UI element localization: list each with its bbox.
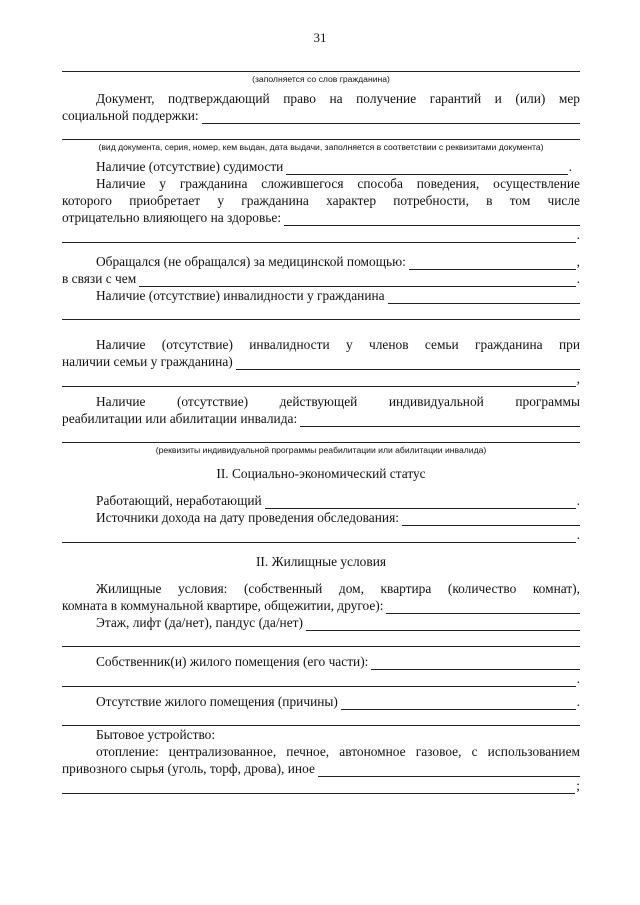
behavior-row-2 bbox=[62, 226, 580, 243]
family-disability-label-2: наличии семьи у гражданина) bbox=[62, 354, 233, 369]
medical-row bbox=[62, 253, 580, 270]
income-dot: . bbox=[576, 527, 580, 542]
income-field-2[interactable] bbox=[62, 529, 576, 543]
heating-label-1: отопление: централизованное, печное, автономное газовое, с использованием bbox=[96, 744, 580, 759]
income-row bbox=[62, 509, 580, 526]
disability-label: Наличие (отсутствие) инвалидности у гражданина bbox=[96, 288, 385, 303]
conviction-label: Наличие (отсутствие) судимости bbox=[96, 159, 284, 174]
document-field-2[interactable] bbox=[62, 124, 580, 140]
floor-field[interactable] bbox=[306, 617, 580, 631]
document-label-2: социальной поддержки: bbox=[62, 108, 199, 123]
floor-row bbox=[62, 614, 580, 631]
income-field[interactable] bbox=[402, 512, 580, 526]
medical-reason-label: в связи с чем bbox=[62, 271, 137, 286]
owner-dot: . bbox=[576, 671, 580, 686]
heating-field-2[interactable] bbox=[62, 780, 575, 794]
ipra-label-2: реабилитации или абилитации инвалида: bbox=[62, 411, 298, 426]
medical-label: Обращался (не обращался) за медицинской помощью: bbox=[96, 254, 406, 269]
medical-reason-field[interactable] bbox=[139, 273, 575, 287]
disability-field-2[interactable] bbox=[62, 304, 580, 320]
heating-row bbox=[62, 760, 580, 777]
behavior-row bbox=[62, 209, 580, 226]
owner-field[interactable] bbox=[371, 656, 580, 670]
medical-comma: , bbox=[576, 254, 580, 269]
household-label: Бытовое устройство: bbox=[96, 727, 216, 742]
owner-row-2 bbox=[62, 670, 580, 687]
ipra-label-1: Наличие (отсутствие) действующей индивидуальной программы bbox=[96, 394, 580, 409]
family-disability-comma: , bbox=[576, 371, 580, 386]
no-housing-row bbox=[62, 693, 580, 710]
medical-field[interactable] bbox=[409, 256, 576, 270]
working-dot: . bbox=[576, 493, 580, 508]
heating-semicolon: ; bbox=[576, 778, 580, 793]
heating-label-2: привозного сырья (уголь, торф, дрова), иное bbox=[62, 761, 315, 776]
citizen-words-line[interactable] bbox=[62, 56, 580, 72]
working-field[interactable] bbox=[265, 495, 576, 509]
family-disability-label-1: Наличие (отсутствие) инвалидности у членов семьи гражданина при bbox=[96, 337, 580, 352]
disability-row bbox=[62, 287, 580, 304]
section-housing: II. Жилищные условия bbox=[255, 554, 387, 569]
housing-row bbox=[62, 597, 580, 614]
housing-label-2: комната в коммунальной квартире, общежитии, другое): bbox=[62, 598, 384, 613]
caption-ipra-details: (реквизиты индивидуальной программы реабилитации или абилитации инвалида) bbox=[155, 445, 487, 455]
conviction-field[interactable] bbox=[286, 161, 567, 175]
section-socio-economic: II. Социально-экономический статус bbox=[216, 466, 426, 481]
behavior-field[interactable] bbox=[284, 212, 580, 226]
family-disability-field[interactable] bbox=[236, 356, 580, 370]
housing-label-1: Жилищные условия: (собственный дом, квартира (количество комнат), bbox=[96, 581, 580, 596]
family-disability-row-2 bbox=[62, 370, 580, 387]
form-body bbox=[62, 56, 580, 794]
income-label: Источники дохода на дату проведения обследования: bbox=[96, 510, 399, 525]
family-disability-row bbox=[62, 353, 580, 370]
heating-row-2 bbox=[62, 777, 580, 794]
document-label-1: Документ, подтверждающий право на получение гарантий и (или) мер bbox=[96, 91, 580, 106]
no-housing-label: Отсутствие жилого помещения (причины) bbox=[96, 694, 338, 709]
behavior-label-2: которого приобретает у гражданина характер потребности, в том числе bbox=[62, 193, 580, 208]
conviction-row bbox=[62, 158, 572, 175]
owner-label: Собственник(и) жилого помещения (его части): bbox=[96, 654, 369, 669]
no-housing-field[interactable] bbox=[341, 696, 576, 710]
no-housing-field-2[interactable] bbox=[62, 710, 580, 726]
behavior-dot: . bbox=[576, 227, 580, 242]
working-row bbox=[62, 492, 580, 509]
income-row-2 bbox=[62, 526, 580, 543]
no-housing-dot: . bbox=[576, 694, 580, 709]
page-number: 31 bbox=[313, 30, 327, 45]
conviction-dot: . bbox=[568, 159, 572, 174]
document-row bbox=[62, 107, 580, 124]
disability-field[interactable] bbox=[388, 290, 580, 304]
caption-document-details: (вид документа, серия, номер, кем выдан, дата выдачи, заполняется в соответствии с реквизитами документа) bbox=[98, 142, 544, 152]
ipra-row bbox=[62, 410, 580, 427]
ipra-field-2[interactable] bbox=[62, 427, 580, 443]
owner-row bbox=[62, 653, 580, 670]
floor-field-2[interactable] bbox=[62, 631, 580, 647]
working-label: Работающий, неработающий bbox=[96, 493, 262, 508]
behavior-field-2[interactable] bbox=[62, 229, 576, 243]
housing-field[interactable] bbox=[386, 600, 580, 614]
owner-field-2[interactable] bbox=[62, 673, 576, 687]
caption-citizen-words: (заполняется со слов гражданина) bbox=[252, 74, 390, 84]
behavior-label-1: Наличие у гражданина сложившегося способа поведения, осуществление bbox=[96, 176, 580, 191]
family-disability-field-2[interactable] bbox=[62, 373, 576, 387]
heating-field[interactable] bbox=[318, 763, 580, 777]
ipra-field[interactable] bbox=[300, 413, 580, 427]
document-field[interactable] bbox=[202, 110, 580, 124]
medical-reason-row bbox=[62, 270, 580, 287]
floor-label: Этаж, лифт (да/нет), пандус (да/нет) bbox=[96, 615, 303, 630]
medical-reason-dot: . bbox=[576, 271, 580, 286]
behavior-label-3: отрицательно влияющего на здоровье: bbox=[62, 210, 282, 225]
